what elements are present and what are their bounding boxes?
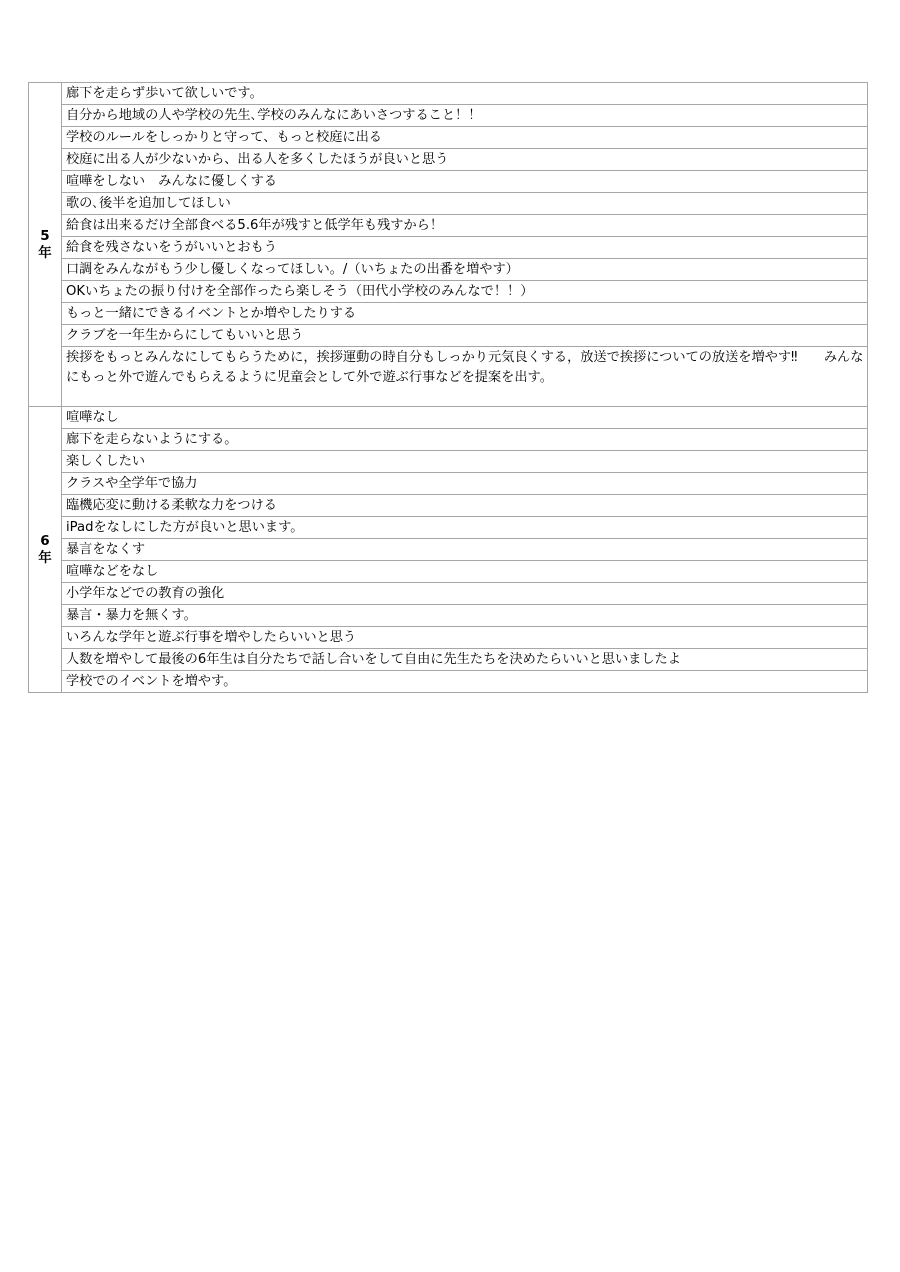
table-row — [29, 83, 868, 105]
grade-5-label — [29, 83, 62, 407]
table-cell: 廊下を走らず歩いて欲しいです。 — [62, 83, 868, 105]
grade-number: 5 — [40, 227, 50, 244]
table-row — [29, 517, 868, 539]
table-row — [29, 303, 868, 325]
table-cell: 口調をみんながもう少し優しくなってほしい。/（いちょたの出番を増やす） — [62, 259, 868, 281]
table-cell: OKいちょたの振り付けを全部作ったら楽しそう（田代小学校のみんなで！！） — [62, 281, 868, 303]
grade-number: 6 — [40, 532, 50, 549]
table-cell: 給食は出来るだけ全部食べる5.6年が残すと低学年も残すから！ — [62, 215, 868, 237]
grade-suffix: 年 — [38, 244, 52, 261]
table-cell: 暴言・暴力を無くす。 — [62, 605, 868, 627]
table-cell: 歌の､後半を追加してほしい — [62, 193, 868, 215]
table-cell: 楽しくしたい — [62, 451, 868, 473]
table-cell: 挨拶をもっとみんなにしてもらうために，挨拶運動の時自分もしっかり元気良くする，放送で挨拶についての放送を増やす‼ みんなにもっと外で遊んでもらえるように児童会として外で遊ぶ行事などを提案を出す。 — [62, 347, 868, 407]
table-cell: 喧嘩なし — [62, 407, 868, 429]
table-row — [29, 561, 868, 583]
table-cell: 暴言をなくす — [62, 539, 868, 561]
table-cell: 小学年などでの教育の強化 — [62, 583, 868, 605]
table-row — [29, 325, 868, 347]
table-row — [29, 237, 868, 259]
table-cell: 廊下を走らないようにする。 — [62, 429, 868, 451]
table-cell: 給食を残さないをうがいいとおもう — [62, 237, 868, 259]
table-cell: もっと一緒にできるイベントとか増やしたりする — [62, 303, 868, 325]
table-cell: 人数を増やして最後の6年生は自分たちで話し合いをして自由に先生たちを決めたらいいと思いましたよ — [62, 649, 868, 671]
table-row — [29, 347, 868, 407]
table-cell: 学校でのイベントを増やす。 — [62, 671, 868, 693]
grade-suffix: 年 — [38, 549, 52, 566]
table-cell: 自分から地域の人や学校の先生､学校のみんなにあいさつすること！！ — [62, 105, 868, 127]
table-cell: クラブを一年生からにしてもいいと思う — [62, 325, 868, 347]
table-row — [29, 473, 868, 495]
table-row — [29, 495, 868, 517]
table-row — [29, 193, 868, 215]
table-cell: クラスや全学年で協力 — [62, 473, 868, 495]
table-cell: 校庭に出る人が少ないから、出る人を多くしたほうが良いと思う — [62, 149, 868, 171]
table-row — [29, 149, 868, 171]
table-cell: 喧嘩をしない みんなに優しくする — [62, 171, 868, 193]
table-row — [29, 105, 868, 127]
table-row — [29, 407, 868, 429]
table-row — [29, 281, 868, 303]
table-row — [29, 127, 868, 149]
table-row — [29, 649, 868, 671]
table-cell: 臨機応変に動ける柔軟な力をつける — [62, 495, 868, 517]
table-cell: 喧嘩などをなし — [62, 561, 868, 583]
table-row — [29, 605, 868, 627]
table-row — [29, 627, 868, 649]
table-cell: いろんな学年と遊ぶ行事を増やしたらいいと思う — [62, 627, 868, 649]
table-cell: iPadをなしにした方が良いと思います。 — [62, 517, 868, 539]
survey-table — [28, 82, 868, 693]
table-row — [29, 539, 868, 561]
table-row — [29, 171, 868, 193]
table-row — [29, 451, 868, 473]
table-row — [29, 583, 868, 605]
table-row — [29, 671, 868, 693]
table-cell: 学校のルールをしっかりと守って、もっと校庭に出る — [62, 127, 868, 149]
table-row — [29, 429, 868, 451]
grade-6-section — [29, 407, 868, 693]
grade-6-label — [29, 407, 62, 693]
table-row — [29, 259, 868, 281]
grade-5-section — [29, 83, 868, 407]
table-row — [29, 215, 868, 237]
